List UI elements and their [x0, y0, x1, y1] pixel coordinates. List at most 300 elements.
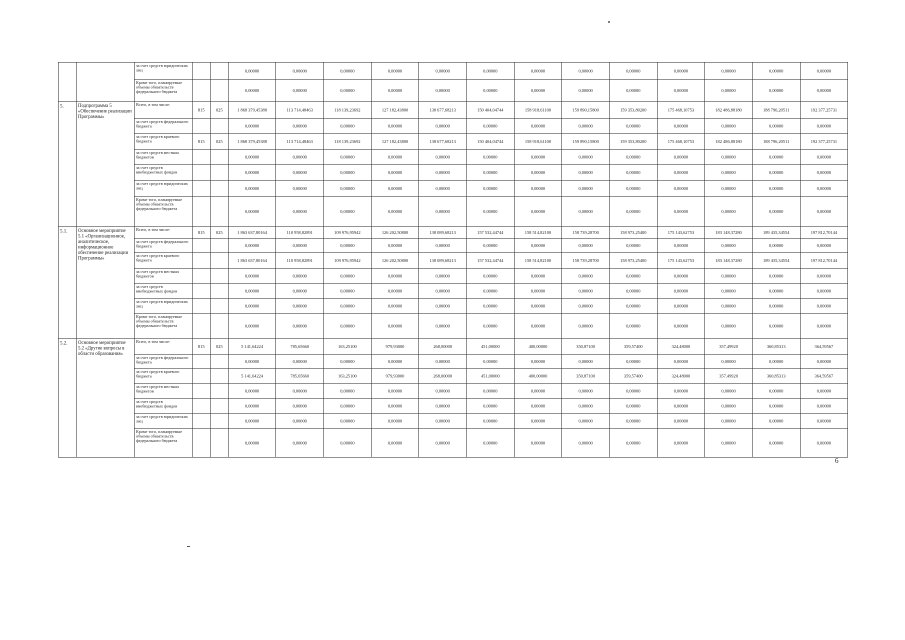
- value-year: 0,00000: [324, 238, 372, 252]
- value-year: 0,00000: [419, 164, 467, 180]
- value-total: 0,00000: [228, 298, 276, 313]
- value-year: 0,00000: [562, 383, 610, 398]
- grbs-code: [192, 413, 210, 428]
- grbs-code: [192, 238, 210, 252]
- program-code: 025: [210, 226, 228, 238]
- value-year: 0,00000: [276, 118, 324, 133]
- value-year: 0,00000: [514, 354, 562, 368]
- funding-source-label: за счет средств краевого бюджета: [134, 252, 192, 268]
- table-row: [58, 338, 848, 354]
- value-year: 0,00000: [324, 428, 372, 457]
- value-year: 192 377,25731: [800, 101, 848, 118]
- grbs-code: [192, 149, 210, 164]
- value-year: 0,00000: [514, 268, 562, 283]
- value-year: 0,00000: [657, 268, 705, 283]
- program-code: [210, 354, 228, 368]
- value-year: 0,00000: [371, 413, 419, 428]
- table-row: [58, 283, 848, 298]
- value-year: 0,00000: [514, 164, 562, 180]
- value-year: 0,00000: [419, 313, 467, 338]
- value-year: 127 182,43800: [371, 101, 419, 118]
- value-year: 0,00000: [324, 383, 372, 398]
- value-year: 0,00000: [371, 149, 419, 164]
- value-year: 0,00000: [419, 196, 467, 226]
- value-year: 0,00000: [609, 180, 657, 196]
- value-year: 175 143,62753: [657, 252, 705, 268]
- value-year: 0,00000: [514, 62, 562, 79]
- value-year: 0,00000: [466, 62, 514, 79]
- value-year: 182 486,88180: [705, 133, 753, 149]
- value-year: 0,00000: [752, 79, 800, 101]
- value-year: 158 973,25400: [609, 252, 657, 268]
- funding-source-label: за счет средств федерального бюджета: [134, 118, 192, 133]
- table-row: [58, 164, 848, 180]
- funding-source-label: за счет средств федерального бюджета: [134, 354, 192, 368]
- value-year: 0,00000: [752, 298, 800, 313]
- value-total: 0,00000: [228, 118, 276, 133]
- value-year: 0,00000: [657, 313, 705, 338]
- value-year: 183 148,37280: [705, 252, 753, 268]
- value-year: 324,48000: [657, 338, 705, 354]
- value-year: 0,00000: [371, 118, 419, 133]
- value-year: 0,00000: [800, 354, 848, 368]
- value-year: 0,00000: [657, 62, 705, 79]
- value-year: 0,00000: [609, 118, 657, 133]
- value-year: 0,00000: [371, 383, 419, 398]
- funding-source-label: за счет средств внебюджетных фондов: [134, 398, 192, 413]
- value-year: 158 918,61100: [514, 101, 562, 118]
- value-year: 0,00000: [705, 398, 753, 413]
- value-total: 0,00000: [228, 180, 276, 196]
- value-year: 0,00000: [324, 180, 372, 196]
- funding-source-label: за счет средств местных бюджетов: [134, 268, 192, 283]
- table-row: [58, 238, 848, 252]
- table-row: [58, 354, 848, 368]
- value-year: 0,00000: [752, 180, 800, 196]
- value-year: 0,00000: [657, 298, 705, 313]
- value-year: 0,00000: [466, 413, 514, 428]
- value-year: 0,00000: [705, 238, 753, 252]
- value-year: 0,00000: [514, 413, 562, 428]
- value-year: 0,00000: [562, 413, 610, 428]
- value-total: 0,00000: [228, 62, 276, 79]
- value-year: 0,00000: [324, 298, 372, 313]
- grbs-code: [192, 383, 210, 398]
- grbs-code: [192, 196, 210, 226]
- program-code: [210, 298, 228, 313]
- funding-table-body: [58, 62, 848, 457]
- value-year: 350,87100: [562, 338, 610, 354]
- funding-source-label: Всего, в том числе:: [134, 226, 192, 238]
- value-year: 0,00000: [276, 428, 324, 457]
- program-code: [210, 164, 228, 180]
- value-total: 1 863 637,80164: [228, 252, 276, 268]
- value-year: 0,00000: [514, 180, 562, 196]
- funding-source-label: за счет средств краевого бюджета: [134, 133, 192, 149]
- grbs-code: 815: [192, 133, 210, 149]
- value-year: 109 976,95942: [324, 226, 372, 238]
- value-year: 979,93000: [371, 338, 419, 354]
- value-year: 0,00000: [657, 413, 705, 428]
- value-year: 0,00000: [514, 313, 562, 338]
- grbs-code: [192, 252, 210, 268]
- value-year: 0,00000: [371, 354, 419, 368]
- value-year: 0,00000: [324, 398, 372, 413]
- grbs-code: [192, 368, 210, 383]
- value-total: 0,00000: [228, 283, 276, 298]
- program-code: [210, 428, 228, 457]
- value-year: 197 812,70144: [800, 252, 848, 268]
- value-year: 0,00000: [419, 283, 467, 298]
- program-code: [210, 283, 228, 298]
- value-year: 182 486,88180: [705, 101, 753, 118]
- value-year: 0,00000: [609, 238, 657, 252]
- program-code: [210, 149, 228, 164]
- value-year: 138 677,68213: [419, 133, 467, 149]
- value-year: 0,00000: [276, 283, 324, 298]
- value-year: 0,00000: [609, 196, 657, 226]
- funding-source-label: за счет средств местных бюджетов: [134, 383, 192, 398]
- program-code: [210, 413, 228, 428]
- value-year: 158 514,82100: [514, 252, 562, 268]
- value-year: 0,00000: [609, 283, 657, 298]
- value-year: 0,00000: [371, 196, 419, 226]
- value-year: 0,00000: [276, 196, 324, 226]
- value-year: 0,00000: [371, 313, 419, 338]
- value-year: 0,00000: [562, 398, 610, 413]
- value-total: 0,00000: [228, 383, 276, 398]
- value-year: 360,85313: [752, 368, 800, 383]
- value-year: 0,00000: [657, 149, 705, 164]
- value-year: 357,49920: [705, 338, 753, 354]
- table-row: [58, 62, 848, 79]
- value-year: 0,00000: [276, 268, 324, 283]
- value-year: 0,00000: [466, 180, 514, 196]
- value-year: 0,00000: [371, 62, 419, 79]
- funding-source-label: за счет средств федерального бюджета: [134, 238, 192, 252]
- value-year: 0,00000: [800, 313, 848, 338]
- value-year: 0,00000: [324, 62, 372, 79]
- value-year: 0,00000: [609, 298, 657, 313]
- value-year: 451,00000: [466, 338, 514, 354]
- funding-source-label: за счет средств юридических лиц: [134, 180, 192, 196]
- value-year: 0,00000: [324, 283, 372, 298]
- value-year: 0,00000: [324, 268, 372, 283]
- value-year: 0,00000: [276, 354, 324, 368]
- value-year: 0,00000: [419, 428, 467, 457]
- value-year: 268,00000: [419, 368, 467, 383]
- value-year: 118 139,23692: [324, 101, 372, 118]
- value-year: 360,85313: [752, 338, 800, 354]
- value-year: 0,00000: [705, 180, 753, 196]
- table-row: [58, 413, 848, 428]
- value-year: 0,00000: [752, 383, 800, 398]
- value-year: 127 182,43800: [371, 133, 419, 149]
- value-year: 0,00000: [466, 79, 514, 101]
- value-year: 0,00000: [514, 428, 562, 457]
- value-year: 0,00000: [800, 383, 848, 398]
- value-year: 0,00000: [371, 164, 419, 180]
- value-year: 350,87100: [562, 368, 610, 383]
- value-year: 0,00000: [705, 413, 753, 428]
- value-year: 159 353,80200: [609, 133, 657, 149]
- value-year: 0,00000: [371, 268, 419, 283]
- value-year: 0,00000: [466, 149, 514, 164]
- value-year: 188 796,20511: [752, 133, 800, 149]
- value-year: 0,00000: [800, 428, 848, 457]
- value-year: 138 677,68213: [419, 101, 467, 118]
- value-year: 188 796,20511: [752, 101, 800, 118]
- table-row: [58, 268, 848, 283]
- grbs-code: [192, 398, 210, 413]
- value-year: 0,00000: [371, 428, 419, 457]
- value-year: 0,00000: [562, 283, 610, 298]
- value-year: 157 532,44744: [466, 226, 514, 238]
- value-year: 197 812,70144: [800, 226, 848, 238]
- table-row: [58, 313, 848, 338]
- value-year: 0,00000: [752, 428, 800, 457]
- program-code: [210, 383, 228, 398]
- value-year: 0,00000: [466, 398, 514, 413]
- value-year: 0,00000: [371, 283, 419, 298]
- program-code: 025: [210, 338, 228, 354]
- value-year: 0,00000: [419, 383, 467, 398]
- value-year: 979,93000: [371, 368, 419, 383]
- value-year: 0,00000: [705, 298, 753, 313]
- value-year: 159 890,15800: [562, 101, 610, 118]
- table-row: [58, 398, 848, 413]
- value-year: 0,00000: [800, 283, 848, 298]
- value-year: 0,00000: [419, 398, 467, 413]
- value-year: 0,00000: [800, 118, 848, 133]
- value-year: 0,00000: [705, 428, 753, 457]
- value-year: 0,00000: [752, 238, 800, 252]
- value-year: 0,00000: [562, 428, 610, 457]
- value-year: 0,00000: [514, 298, 562, 313]
- value-year: 0,00000: [419, 238, 467, 252]
- value-year: 0,00000: [324, 354, 372, 368]
- value-year: 0,00000: [276, 398, 324, 413]
- value-year: 0,00000: [705, 196, 753, 226]
- table-row: [58, 428, 848, 457]
- value-year: 0,00000: [752, 413, 800, 428]
- program-code: [210, 79, 228, 101]
- value-year: 0,00000: [276, 164, 324, 180]
- value-year: 138 089,68213: [419, 226, 467, 238]
- value-year: 0,00000: [609, 62, 657, 79]
- value-year: 0,00000: [562, 79, 610, 101]
- value-year: 0,00000: [752, 149, 800, 164]
- item-name: [76, 62, 134, 101]
- value-year: 113 714,48463: [276, 133, 324, 149]
- value-year: 0,00000: [324, 118, 372, 133]
- table-row: [58, 196, 848, 226]
- value-year: 0,00000: [609, 413, 657, 428]
- value-year: 0,00000: [514, 118, 562, 133]
- value-year: 0,00000: [514, 398, 562, 413]
- value-year: 163,25100: [324, 368, 372, 383]
- value-year: 0,00000: [705, 118, 753, 133]
- value-year: 159 890,15800: [562, 133, 610, 149]
- value-total: 0,00000: [228, 428, 276, 457]
- value-year: 0,00000: [371, 398, 419, 413]
- value-year: 0,00000: [657, 398, 705, 413]
- value-year: 0,00000: [514, 196, 562, 226]
- value-year: 0,00000: [276, 180, 324, 196]
- value-year: 126 202,50800: [371, 226, 419, 238]
- value-year: 0,00000: [705, 283, 753, 298]
- value-year: 0,00000: [657, 428, 705, 457]
- value-year: 0,00000: [562, 196, 610, 226]
- table-row: [58, 133, 848, 149]
- value-year: 400,00000: [514, 338, 562, 354]
- table-row: [58, 383, 848, 398]
- value-year: 0,00000: [466, 298, 514, 313]
- value-year: 175 143,62753: [657, 226, 705, 238]
- value-year: 0,00000: [752, 398, 800, 413]
- value-year: 0,00000: [752, 196, 800, 226]
- value-year: 0,00000: [562, 180, 610, 196]
- value-year: 0,00000: [657, 180, 705, 196]
- value-year: 158 514,82100: [514, 226, 562, 238]
- program-code: [210, 398, 228, 413]
- value-year: 785,65660: [276, 368, 324, 383]
- value-year: 0,00000: [466, 354, 514, 368]
- value-year: 0,00000: [800, 398, 848, 413]
- value-total: 0,00000: [228, 196, 276, 226]
- value-total: 0,00000: [228, 268, 276, 283]
- program-code: 025: [210, 133, 228, 149]
- value-year: 0,00000: [609, 164, 657, 180]
- value-year: 0,00000: [419, 268, 467, 283]
- value-year: 324,48000: [657, 368, 705, 383]
- item-number: 5.: [58, 101, 76, 226]
- value-year: 0,00000: [609, 79, 657, 101]
- table-row: [58, 298, 848, 313]
- program-code: [210, 118, 228, 133]
- value-year: 109 976,95942: [324, 252, 372, 268]
- value-year: 192 377,25731: [800, 133, 848, 149]
- program-code: [210, 62, 228, 79]
- value-total: 0,00000: [228, 313, 276, 338]
- value-year: 0,00000: [800, 268, 848, 283]
- funding-source-label: за счет средств внебюджетных фондов: [134, 283, 192, 298]
- value-year: 0,00000: [276, 298, 324, 313]
- value-total: 0,00000: [228, 79, 276, 101]
- value-year: 0,00000: [276, 149, 324, 164]
- value-year: 110 958,82891: [276, 252, 324, 268]
- value-year: 0,00000: [609, 149, 657, 164]
- funding-source-label: Кроме того, планируемые объемы обязательств федерального бюджета: [134, 428, 192, 457]
- value-year: 113 714,48463: [276, 101, 324, 118]
- value-year: 0,00000: [514, 283, 562, 298]
- value-year: 0,00000: [705, 354, 753, 368]
- value-total: 5 141,64224: [228, 368, 276, 383]
- value-year: 118 139,23692: [324, 133, 372, 149]
- program-code: [210, 368, 228, 383]
- value-year: 0,00000: [562, 268, 610, 283]
- grbs-code: [192, 313, 210, 338]
- value-year: 0,00000: [657, 196, 705, 226]
- value-year: 0,00000: [562, 62, 610, 79]
- grbs-code: 815: [192, 101, 210, 118]
- value-year: 451,00000: [466, 368, 514, 383]
- value-year: 0,00000: [562, 354, 610, 368]
- funding-source-label: за счет средств юридических лиц: [134, 62, 192, 79]
- program-code: [210, 252, 228, 268]
- value-year: 175 468,10753: [657, 133, 705, 149]
- grbs-code: [192, 268, 210, 283]
- value-year: 359,57400: [609, 368, 657, 383]
- value-year: 0,00000: [752, 268, 800, 283]
- value-year: 0,00000: [800, 413, 848, 428]
- value-year: 0,00000: [609, 428, 657, 457]
- value-year: 150 404,04744: [466, 133, 514, 149]
- value-year: 150 404,04744: [466, 101, 514, 118]
- value-year: 0,00000: [657, 79, 705, 101]
- scan-speck: [608, 21, 610, 23]
- value-year: 0,00000: [800, 79, 848, 101]
- value-year: 359,57400: [609, 338, 657, 354]
- item-number: 5.1.: [58, 226, 76, 338]
- value-year: 0,00000: [657, 383, 705, 398]
- grbs-code: [192, 118, 210, 133]
- value-year: 0,00000: [514, 383, 562, 398]
- value-year: 0,00000: [562, 313, 610, 338]
- value-year: 0,00000: [752, 164, 800, 180]
- value-year: 0,00000: [562, 238, 610, 252]
- value-year: 0,00000: [324, 196, 372, 226]
- item-name: Основное мероприятие 5.1 «Организационное, аналитическое, информационное обеспечение реализации Программы»: [76, 226, 134, 338]
- funding-source-label: за счет средств местных бюджетов: [134, 149, 192, 164]
- value-year: 0,00000: [705, 79, 753, 101]
- value-year: 158 918,61100: [514, 133, 562, 149]
- value-year: 0,00000: [657, 118, 705, 133]
- grbs-code: [192, 283, 210, 298]
- funding-source-label: Кроме того, планируемые объемы обязательств федерального бюджета: [134, 196, 192, 226]
- value-year: 0,00000: [324, 79, 372, 101]
- table-row: [58, 252, 848, 268]
- grbs-code: [192, 79, 210, 101]
- value-year: 0,00000: [800, 149, 848, 164]
- funding-table: [58, 62, 848, 458]
- value-total: 0,00000: [228, 238, 276, 252]
- value-year: 0,00000: [562, 118, 610, 133]
- value-total: 1 863 637,80164: [228, 226, 276, 238]
- value-total: 0,00000: [228, 354, 276, 368]
- value-year: 0,00000: [705, 313, 753, 338]
- grbs-code: [192, 180, 210, 196]
- value-year: 0,00000: [705, 149, 753, 164]
- value-year: 0,00000: [800, 238, 848, 252]
- value-year: 0,00000: [276, 313, 324, 338]
- page-number: 6: [835, 457, 839, 465]
- value-year: 0,00000: [800, 62, 848, 79]
- value-year: 175 468,10753: [657, 101, 705, 118]
- value-year: 0,00000: [324, 413, 372, 428]
- value-year: 0,00000: [514, 149, 562, 164]
- value-year: 0,00000: [609, 398, 657, 413]
- value-total: 1 868 379,45388: [228, 101, 276, 118]
- funding-source-label: за счет средств юридических лиц: [134, 298, 192, 313]
- value-year: 0,00000: [657, 164, 705, 180]
- value-year: 0,00000: [752, 62, 800, 79]
- value-year: 0,00000: [466, 428, 514, 457]
- value-total: 0,00000: [228, 413, 276, 428]
- value-year: 0,00000: [705, 383, 753, 398]
- value-year: 0,00000: [705, 62, 753, 79]
- value-total: 0,00000: [228, 398, 276, 413]
